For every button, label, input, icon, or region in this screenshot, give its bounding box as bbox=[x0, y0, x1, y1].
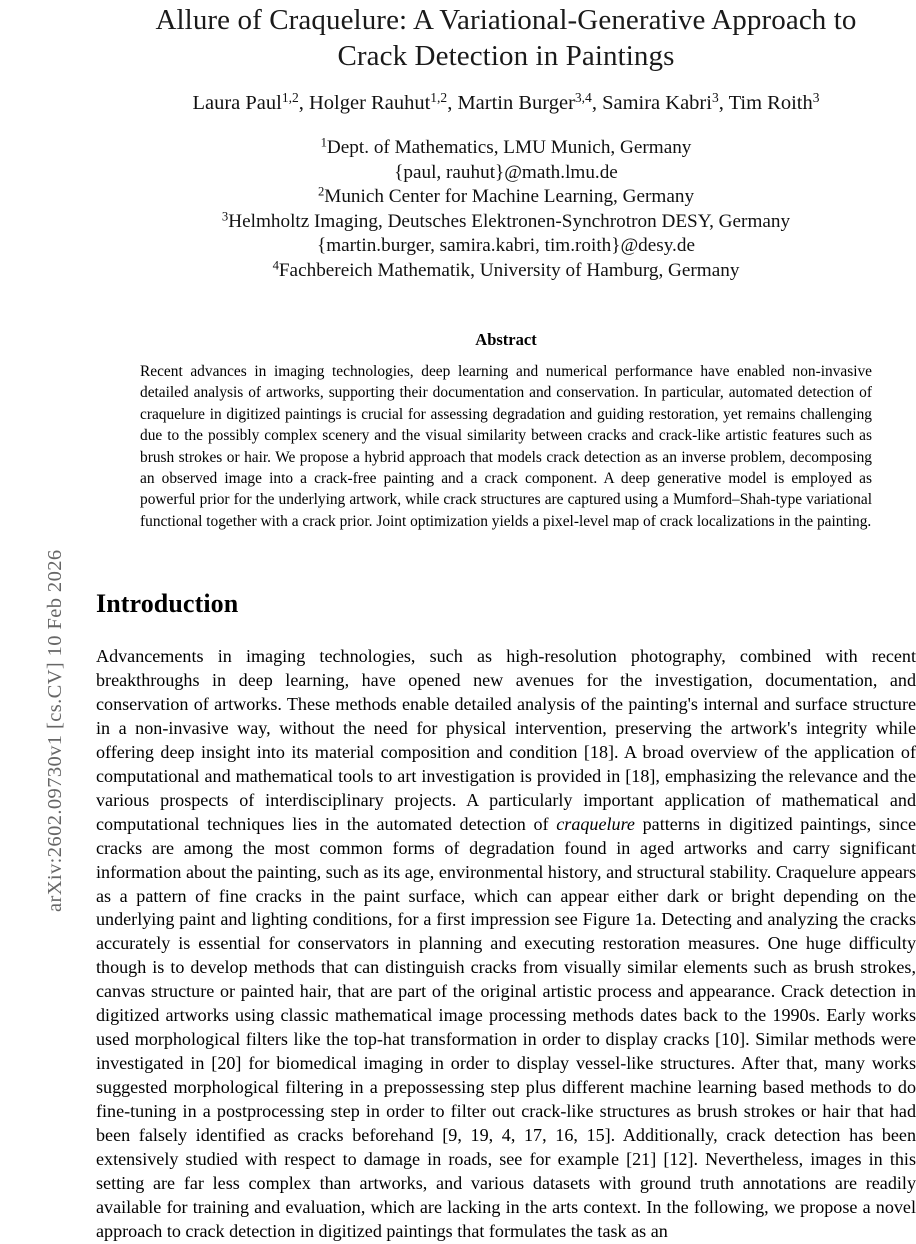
author-affil-marker-5: 3 bbox=[812, 89, 820, 105]
intro-italic-term: craquelure bbox=[556, 813, 635, 834]
author-name-4: Samira Kabri bbox=[602, 92, 712, 114]
abstract-body: Recent advances in imaging technologies, deep learning and numerical performance have enabled non-invasive detailed analysis of artworks, supporting their documentation and conservation. In particular, automated detection of craquelure in digitized paintings is crucial for assessing degradation and guiding restoration, yet remains challenging due to the possibly complex scenery and the visual similarity between cracks and crack-like artistic features such as brush strokes or hair. We propose a hybrid approach that models crack detection as an inverse problem, decomposing an observed image into a crack-free painting and a crack component. A deep generative model is employed as powerful prior for the underlying artwork, while crack structures are captured using a Mumford–Shah-type variational functional together with a crack prior. Joint optimization yields a pixel-level map of crack localizations in the painting. bbox=[140, 363, 872, 530]
intro-text-part-2: patterns in digitized paintings, since cracks are among the most common forms of degradation found in aged artworks and carry significant information about the painting, such as its age, environmental history, and structural stability. Craquelure appears as a pattern of fine cracks in the paint surface, which can appear either dark or bright depending on the underlying paint and lighting conditions, for a first impression see Figure 1a. Detecting and analyzing the cracks accurately is essential for conservators in planning and executing restoration measures. One huge difficulty though is to develop methods that can distinguish cracks from visually similar elements such as brush strokes, canvas structure or painted hair, that are part of the original artistic process and appearance. Crack detection in digitized artworks using classic mathematical image processing methods dates back to the 1990s. Early works used morphological filters like the top-hat transformation in order to display cracks [10]. Similar methods were investigated in [20] for biomedical imaging in order to display vessel-like structures. After that, many works suggested morphological filtering in a prepossessing step plus different machine learning based methods to do fine-tuning in a postprocessing step in order to filter out crack-like structures as brush strokes or hair that had been falsely identified as cracks beforehand [9, 19, 4, 17, 16, 15]. Additionally, crack detection has been extensively studied with respect to damage in roads, see for example [21] [12]. Nevertheless, images in this setting are far less complex than artworks, and various datasets with ground truth annotations are readily available for training and evaluation, which are lacking in the arts context. In the following, we propose a novel approach to crack detection in digitized paintings that formulates the task as an bbox=[96, 813, 916, 1241]
affiliation-item bbox=[96, 136, 916, 161]
author-separator-4: , bbox=[718, 92, 729, 114]
affiliation-marker: 2 bbox=[317, 184, 325, 199]
affiliation-item bbox=[96, 185, 916, 210]
affiliation-text: Munich Center for Machine Learning, Germany bbox=[324, 186, 695, 208]
author-list bbox=[96, 90, 916, 116]
author-name-2: Holger Rauhut bbox=[309, 92, 431, 114]
paper-title bbox=[96, 2, 916, 74]
affiliation-text: Fachbereich Mathematik, University of Hamburg, Germany bbox=[278, 259, 740, 281]
affiliation-text: Helmholtz Imaging, Deutsches Elektronen-Synchrotron DESY, Germany bbox=[228, 210, 791, 232]
section-heading-introduction: Introduction bbox=[96, 589, 239, 618]
affiliation-list bbox=[96, 136, 916, 284]
author-separator-2: , bbox=[447, 92, 458, 114]
abstract-heading: Abstract bbox=[475, 330, 537, 349]
affiliation-email: {martin.burger, samira.kabri, tim.roith}@desy.de bbox=[317, 235, 695, 257]
affiliation-email: {paul, rauhut}@math.lmu.de bbox=[394, 161, 618, 183]
author-affil-marker-3: 3,4 bbox=[574, 89, 592, 105]
author-affil-marker-1: 1,2 bbox=[281, 89, 299, 105]
affiliation-marker: 4 bbox=[272, 258, 279, 273]
author-affil-marker-2: 1,2 bbox=[430, 89, 448, 105]
author-separator-3: , bbox=[591, 92, 603, 114]
title-line-1: Allure of Craquelure: A Variational-Generative Approach to bbox=[155, 4, 857, 36]
affiliation-text: Dept. of Mathematics, LMU Munich, Germany bbox=[326, 137, 692, 158]
author-name-3: Martin Burger bbox=[457, 92, 575, 114]
affiliation-marker: 1 bbox=[320, 135, 327, 150]
affiliation-marker: 3 bbox=[221, 209, 229, 224]
author-name-1: Laura Paul bbox=[192, 92, 282, 114]
affiliation-item bbox=[96, 259, 916, 284]
affiliation-item bbox=[96, 161, 916, 186]
author-name-5: Tim Roith bbox=[728, 92, 813, 114]
arxiv-identifier-text: arXiv:2602.09730v1 [cs.CV] 10 Feb 2026 bbox=[44, 549, 66, 912]
title-line-2: Crack Detection in Paintings bbox=[337, 40, 675, 72]
intro-text-part-1: Advancements in imaging technologies, such as high-resolution photography, combined with recent breakthroughs in deep learning, have opened new avenues for the investigation, documentation, and conservation of artworks. These methods enable detailed analysis of the painting's internal and surface structure in a non-invasive way, without the need for physical intervention, preserving the artwork's integrity while offering deep insight into its material composition and condition [18]. A broad overview of the application of computational and mathematical tools to art investigation is provided in [18], emphasizing the relevance and the various prospects of interdisciplinary projects. A particularly important application of mathematical and computational techniques lies in the automated detection of bbox=[96, 646, 916, 834]
authors-line bbox=[96, 90, 916, 116]
introduction-paragraph bbox=[96, 645, 916, 1244]
author-affil-marker-4: 3 bbox=[711, 89, 719, 105]
affiliation-item bbox=[96, 210, 916, 235]
abstract-section bbox=[140, 330, 872, 532]
affiliation-item bbox=[96, 234, 916, 259]
author-separator-1: , bbox=[298, 92, 309, 114]
